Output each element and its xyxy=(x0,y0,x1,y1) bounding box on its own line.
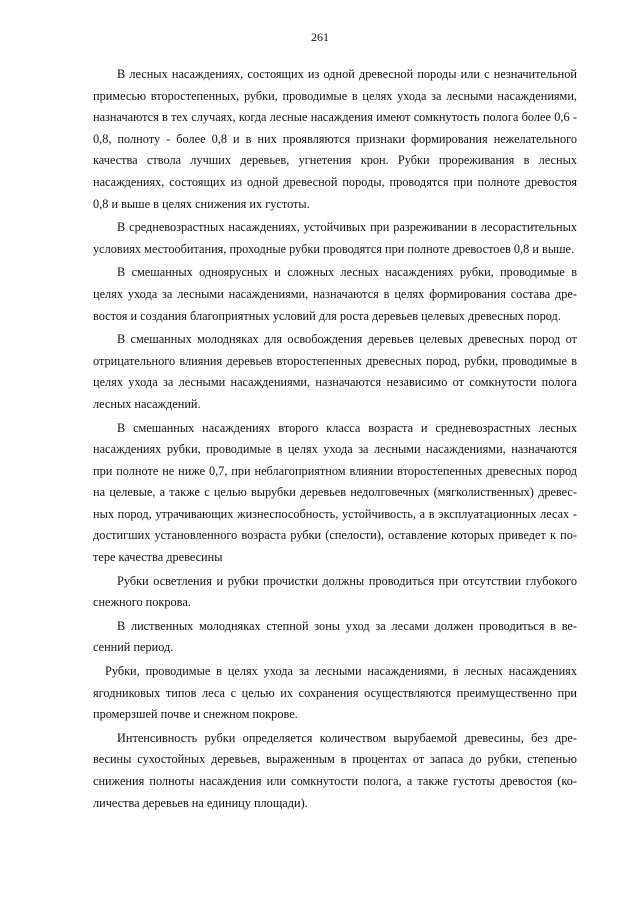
paragraph-pure-stands: В лесных насаждениях, состоящих из одной древесной породы или с незначительной примесью второстепенных, рубки, проводимые в целях ухода за лесными насаждениями, назначаются в тех случаях, когда лесные насаждения имеют сомкнутость полога более 0,6 - 0,8, полноту - более 0,8 и в них проявляются признаки формирования нежелательного качества ствола лучших деревьев, угнетения крон. Рубки прореживания в лесных насаждениях, состоящих из одной древесной породы, проводятся при полноте древостоя 0,8 и выше в целях снижения их густоты. xyxy=(93,67,577,211)
paragraph-cleaning-cuttings: Рубки осветления и рубки прочистки должны проводиться при отсутствии глубокого снежного покрова. xyxy=(93,573,577,610)
paragraph-steppe-zone: В лиственных молодняках степной зоны уход за лесами должен проводиться в весенний период. xyxy=(93,618,577,655)
paragraph-second-age-class: В смешанных насаждениях второго класса возраста и средневозрастных лесных насаждениях рубки, проводимые в целях ухода за лесными насаждениями, назначаются при полноте не ниже 0,7, при неблагоприятном влиянии второстепенных древесных пород на целевые, а также с целью вырубки деревьев недолговечных (мягколиственных) древесных пород, утрачивающих жизнеспособность, устойчивость, а в эксплуатационных лесах - достигших установленного возраста рубки (спелости), оставление которых приведет к потере качества древесины xyxy=(93,420,577,565)
paragraph-berry-forest-types: Рубки, проводимые в целях ухода за лесными насаждениями, в лесных насаждениях ягодниковых типов леса с целью их сохранения осуществляются преимущественно при промерзшей почве и снежном покрове. xyxy=(93,664,577,722)
paragraph-middle-aged-stands: В средневозрастных насаждениях, устойчивых при разреживании в лесорастительных условиях местообитания, проходные рубки проводятся при полноте древостоев 0,8 и выше. xyxy=(93,220,577,256)
page-number: 261 xyxy=(311,30,329,44)
page-body xyxy=(93,64,577,816)
paragraph-cutting-intensity: Интенсивность рубки определяется количеством вырубаемой древесины, без древесины сухостойных деревьев, выраженным в процентах от запаса до рубки, степенью снижения полноты насаждения или сомкнутости полога, а также густоты древостоя (количества деревьев на единицу площади). xyxy=(93,730,577,810)
paragraph-mixed-young-stands: В смешанных молодняках для освобождения деревьев целевых древесных пород от отрицательного влияния деревьев второстепенных древесных пород, рубки, проводимые в целях ухода за лесными насаждениями, назначаются независимо от сомкнутости полога лесных насаждений. xyxy=(93,332,577,411)
paragraph-mixed-stands: В смешанных одноярусных и сложных лесных насаждениях рубки, проводимые в целях ухода за лесными насаждениями, назначаются в целях формирования состава древостоя и создания благоприятных условий для роста деревьев целевых древесных пород. xyxy=(93,265,577,323)
